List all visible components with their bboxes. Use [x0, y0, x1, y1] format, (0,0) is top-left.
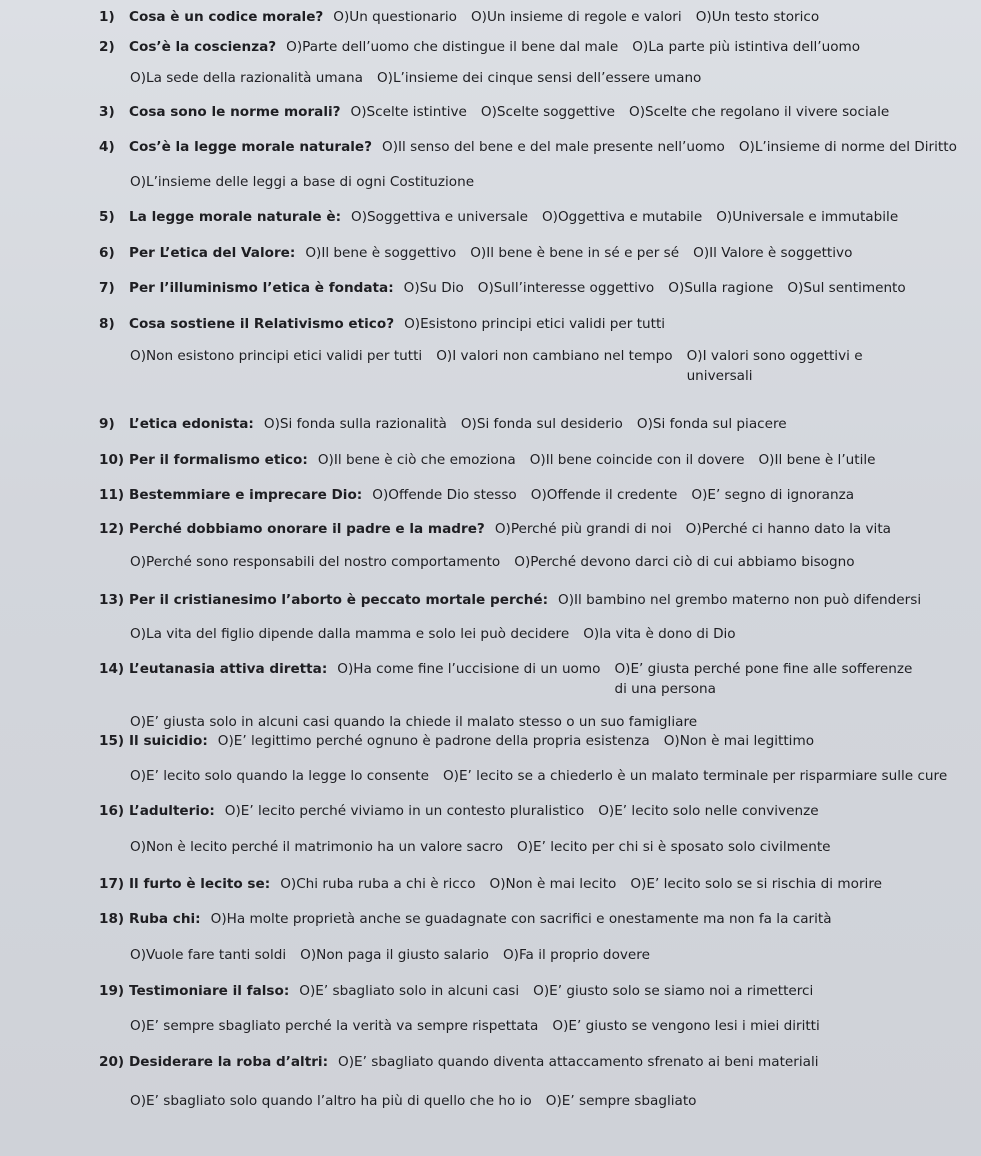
- answer-option[interactable]: O)Non paga il giusto salario: [300, 947, 489, 963]
- answer-option[interactable]: O)Il senso del bene e del male presente nell’uomo: [382, 139, 725, 155]
- answer-option[interactable]: O)E’ giusta solo in alcuni casi quando la chiede il malato stesso o un suo famigliare: [130, 714, 698, 730]
- answer-option[interactable]: O)Perché devono darci ciò di cui abbiamo bisogno: [514, 554, 855, 570]
- answer-option[interactable]: O)E’ lecito perché viviamo in un contesto pluralistico: [224, 803, 585, 819]
- answer-option[interactable]: O)Non esistono principi etici validi per tutti: [130, 348, 423, 364]
- question-number: 14): [99, 661, 125, 677]
- answer-option[interactable]: O)Perché ci hanno dato la vita: [685, 521, 891, 537]
- question-number: 12): [99, 521, 125, 537]
- question-text: Il furto è lecito se:: [129, 876, 271, 892]
- answer-option[interactable]: O)E’ sbagliato solo quando l’altro ha più di quello che ho io: [130, 1093, 532, 1109]
- question-number: 4): [99, 139, 115, 155]
- answer-option[interactable]: O)Un testo storico: [695, 9, 820, 25]
- question-number: 10): [99, 452, 125, 468]
- answer-option[interactable]: O)E’ lecito per chi si è sposato solo civilmente: [517, 839, 831, 855]
- question-text: L’eutanasia attiva diretta:: [129, 661, 328, 677]
- answer-option[interactable]: O)Offende il credente: [530, 487, 678, 503]
- answer-option[interactable]: O)Su Dio: [403, 280, 464, 296]
- answer-option[interactable]: O)Perché più grandi di noi: [494, 521, 672, 537]
- question-text: Testimoniare il falso:: [129, 983, 290, 999]
- question-number: 17): [99, 876, 125, 892]
- question-text: Cosa sono le norme morali?: [129, 104, 341, 120]
- answer-option[interactable]: O)la vita è dono di Dio: [583, 626, 736, 642]
- answer-option[interactable]: O)E’ giusto se vengono lesi i miei diritti: [552, 1018, 820, 1034]
- question-number: 13): [99, 592, 125, 608]
- answer-option[interactable]: O)Scelte istintive: [350, 104, 467, 120]
- question-number: 3): [99, 104, 115, 120]
- answer-option[interactable]: O)E’ sempre sbagliato: [545, 1093, 697, 1109]
- answer-option[interactable]: O)L’insieme dei cinque sensi dell’essere umano: [376, 70, 702, 86]
- answer-option[interactable]: O)Il bene è ciò che emoziona: [317, 452, 516, 468]
- answer-option[interactable]: O)Scelte che regolano il vivere sociale: [629, 104, 890, 120]
- question-text: Cosa è un codice morale?: [129, 9, 324, 25]
- answer-option[interactable]: O)Sul sentimento: [787, 280, 906, 296]
- question-number: 2): [99, 39, 115, 55]
- answer-option[interactable]: O)E’ legittimo perché ognuno è padrone della propria esistenza: [217, 733, 650, 749]
- answer-option[interactable]: O)I valori sono oggettivi e universali: [686, 348, 863, 384]
- answer-option[interactable]: O)Il Valore è soggettivo: [693, 245, 853, 261]
- answer-option[interactable]: O)E’ lecito solo nelle convivenze: [598, 803, 819, 819]
- answer-option[interactable]: O)Si fonda sulla razionalità: [263, 416, 447, 432]
- answer-option[interactable]: O)Il bene è l’utile: [758, 452, 876, 468]
- question-text: Cosa sostiene il Relativismo etico?: [129, 316, 395, 332]
- answer-option[interactable]: O)Non è mai legittimo: [663, 733, 815, 749]
- question-text: Cos’è la legge morale naturale?: [129, 139, 373, 155]
- answer-option[interactable]: O)La sede della razionalità umana: [130, 70, 363, 86]
- question-number: 5): [99, 209, 115, 225]
- answer-option[interactable]: O)Offende Dio stesso: [372, 487, 517, 503]
- question-number: 18): [99, 911, 125, 927]
- question-text: Per il formalismo etico:: [129, 452, 308, 468]
- question-number: 7): [99, 280, 115, 296]
- answer-option[interactable]: O)L’insieme di norme del Diritto: [738, 139, 957, 155]
- answer-option[interactable]: O)Ha come fine l’uccisione di un uomo: [337, 661, 601, 677]
- answer-option[interactable]: O)Esistono principi etici validi per tutti: [404, 316, 666, 332]
- answer-option[interactable]: O)Si fonda sul piacere: [636, 416, 787, 432]
- answer-option[interactable]: O)La vita del figlio dipende dalla mamma e solo lei può decidere: [130, 626, 570, 642]
- answer-option[interactable]: O)Il bene è bene in sé e per sé: [470, 245, 680, 261]
- question-number: 16): [99, 803, 125, 819]
- answer-option[interactable]: O)Il bene coincide con il dovere: [529, 452, 745, 468]
- answer-option[interactable]: O)E’ lecito solo se si rischia di morire: [630, 876, 882, 892]
- question-text: Desiderare la roba d’altri:: [129, 1054, 329, 1070]
- answer-option[interactable]: O)Parte dell’uomo che distingue il bene dal male: [286, 39, 619, 55]
- question-text: Perché dobbiamo onorare il padre e la madre?: [129, 521, 485, 537]
- question-text: Per L’etica del Valore:: [129, 245, 296, 261]
- answer-option[interactable]: O)Oggettiva e mutabile: [541, 209, 703, 225]
- question-number: 6): [99, 245, 115, 261]
- answer-option[interactable]: O)Sulla ragione: [668, 280, 774, 296]
- question-number: 11): [99, 487, 125, 503]
- answer-option[interactable]: O)Perché sono responsabili del nostro comportamento: [130, 554, 501, 570]
- answer-option[interactable]: O)Vuole fare tanti soldi: [130, 947, 287, 963]
- answer-option[interactable]: O)E’ giusto solo se siamo noi a rimetterci: [533, 983, 814, 999]
- question-text: Per il cristianesimo l’aborto è peccato mortale perché:: [129, 592, 549, 608]
- answer-option[interactable]: O)Scelte soggettive: [480, 104, 616, 120]
- answer-option[interactable]: O)E’ giusta perché pone fine alle sofferenze di una persona: [614, 661, 913, 697]
- question-text: L’etica edonista:: [129, 416, 254, 432]
- question-text: Per l’illuminismo l’etica è fondata:: [129, 280, 394, 296]
- answer-option[interactable]: O)Non è mai lecito: [489, 876, 617, 892]
- question-text: La legge morale naturale è:: [129, 209, 342, 225]
- question-number: 19): [99, 983, 125, 999]
- answer-option[interactable]: O)Ha molte proprietà anche se guadagnate con sacrifici e onestamente ma non fa la carità: [210, 911, 832, 927]
- question-number: 1): [99, 9, 115, 25]
- answer-option[interactable]: O)E’ sempre sbagliato perché la verità va sempre rispettata: [130, 1018, 539, 1034]
- answer-option[interactable]: O)Un questionario: [333, 9, 457, 25]
- question-number: 8): [99, 316, 115, 332]
- answer-option[interactable]: O)Il bambino nel grembo materno non può difendersi: [558, 592, 922, 608]
- answer-option[interactable]: O)Universale e immutabile: [716, 209, 899, 225]
- answer-option[interactable]: O)Fa il proprio dovere: [502, 947, 650, 963]
- answer-option[interactable]: O)E’ segno di ignoranza: [691, 487, 855, 503]
- question-number: 9): [99, 416, 115, 432]
- question-number: 20): [99, 1054, 125, 1070]
- answer-option[interactable]: O)Un insieme di regole e valori: [470, 9, 682, 25]
- answer-option[interactable]: O)Il bene è soggettivo: [305, 245, 457, 261]
- answer-option[interactable]: O)La parte più istintiva dell’uomo: [632, 39, 861, 55]
- answer-option[interactable]: O)Si fonda sul desiderio: [460, 416, 623, 432]
- answer-option[interactable]: O)I valori non cambiano nel tempo: [436, 348, 673, 364]
- question-number: 15): [99, 733, 125, 749]
- question-text: Cos’è la coscienza?: [129, 39, 277, 55]
- answer-option[interactable]: O)L’insieme delle leggi a base di ogni Costituzione: [130, 174, 475, 190]
- question-text: Bestemmiare e imprecare Dio:: [129, 487, 363, 503]
- answer-option[interactable]: O)E’ sbagliato solo in alcuni casi: [299, 983, 520, 999]
- answer-option[interactable]: O)Chi ruba ruba a chi è ricco: [280, 876, 476, 892]
- answer-option[interactable]: O)E’ lecito se a chiederlo è un malato terminale per risparmiare sulle cure: [442, 768, 948, 784]
- answer-option[interactable]: O)E’ sbagliato quando diventa attaccamento sfrenato ai beni materiali: [338, 1054, 819, 1070]
- question-text: L’adulterio:: [129, 803, 215, 819]
- answer-option[interactable]: O)E’ lecito solo quando la legge lo consente: [130, 768, 429, 784]
- answer-option[interactable]: O)Non è lecito perché il matrimonio ha un valore sacro: [130, 839, 504, 855]
- answer-option[interactable]: O)Sull’interesse oggettivo: [477, 280, 655, 296]
- question-text: Il suicidio:: [129, 733, 208, 749]
- question-text: Ruba chi:: [129, 911, 201, 927]
- answer-option[interactable]: O)Soggettiva e universale: [351, 209, 528, 225]
